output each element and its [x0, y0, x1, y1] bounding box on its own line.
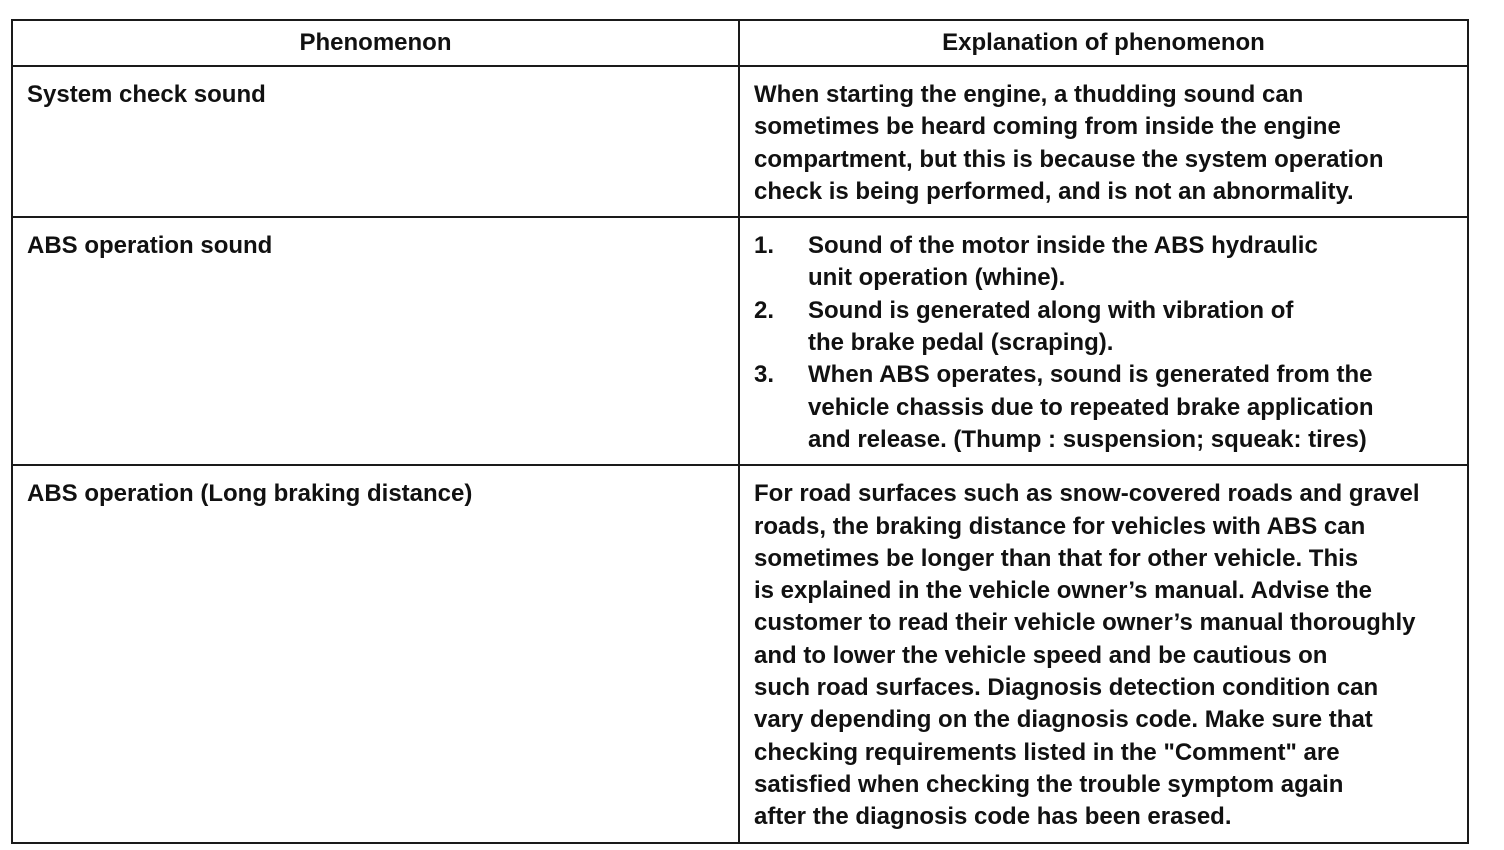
explanation-line: roads, the braking distance for vehicles with ABS can — [754, 512, 1366, 540]
explanation-line: customer to read their vehicle owner’s manual thoroughly — [754, 609, 1416, 637]
explanation-cell — [739, 465, 1468, 842]
explanation-cell — [739, 217, 1468, 465]
explanation-line: such road surfaces. Diagnosis detection condition can — [754, 674, 1379, 702]
step-number: 1. — [754, 232, 775, 260]
step-line: unit operation (whine). — [808, 264, 1066, 292]
explanation-line: after the diagnosis code has been erased. — [754, 803, 1232, 831]
step-item — [754, 359, 1459, 456]
step-line: Sound is generated along with vibration of — [808, 296, 1294, 324]
step-number: 3. — [754, 361, 775, 389]
explanation-line: is explained in the vehicle owner’s manual. Advise the — [754, 577, 1372, 605]
step-line: When ABS operates, sound is generated from the — [808, 361, 1373, 389]
explanation-line: sometimes be longer than that for other vehicle. This — [754, 544, 1359, 572]
phenomenon-table — [11, 19, 1469, 844]
table-row — [12, 66, 1468, 217]
header-explanation: Explanation of phenomenon — [739, 20, 1468, 66]
explanation-line: and to lower the vehicle speed and be cautious on — [754, 641, 1328, 669]
explanation-line: sometimes be heard coming from inside the engine — [754, 113, 1341, 141]
step-line: the brake pedal (scraping). — [808, 329, 1114, 357]
explanation-line: For road surfaces such as snow-covered roads and gravel — [754, 480, 1420, 508]
table-row — [12, 465, 1468, 842]
phenomenon-cell: System check sound — [12, 66, 739, 217]
phenomenon-cell: ABS operation sound — [12, 217, 739, 465]
explanation-cell — [739, 66, 1468, 217]
step-item — [754, 295, 1459, 360]
step-item — [754, 230, 1459, 295]
header-phenomenon: Phenomenon — [12, 20, 739, 66]
step-line: Sound of the motor inside the ABS hydraulic — [808, 232, 1318, 260]
table-header-row — [12, 20, 1468, 66]
step-line: vehicle chassis due to repeated brake application — [808, 393, 1374, 421]
explanation-steps-list — [754, 230, 1459, 456]
explanation-line: satisfied when checking the trouble symptom again — [754, 770, 1344, 798]
explanation-line: checking requirements listed in the "Comment" are — [754, 738, 1340, 766]
explanation-line: vary depending on the diagnosis code. Make sure that — [754, 706, 1373, 734]
phenomenon-cell: ABS operation (Long braking distance) — [12, 465, 739, 842]
explanation-line: compartment, but this is because the system operation — [754, 145, 1384, 173]
step-number: 2. — [754, 296, 775, 324]
step-line: and release. (Thump : suspension; squeak: tires) — [808, 425, 1367, 453]
table-row — [12, 217, 1468, 465]
explanation-line: check is being performed, and is not an abnormality. — [754, 177, 1354, 205]
explanation-line: When starting the engine, a thudding sound can — [754, 81, 1304, 108]
